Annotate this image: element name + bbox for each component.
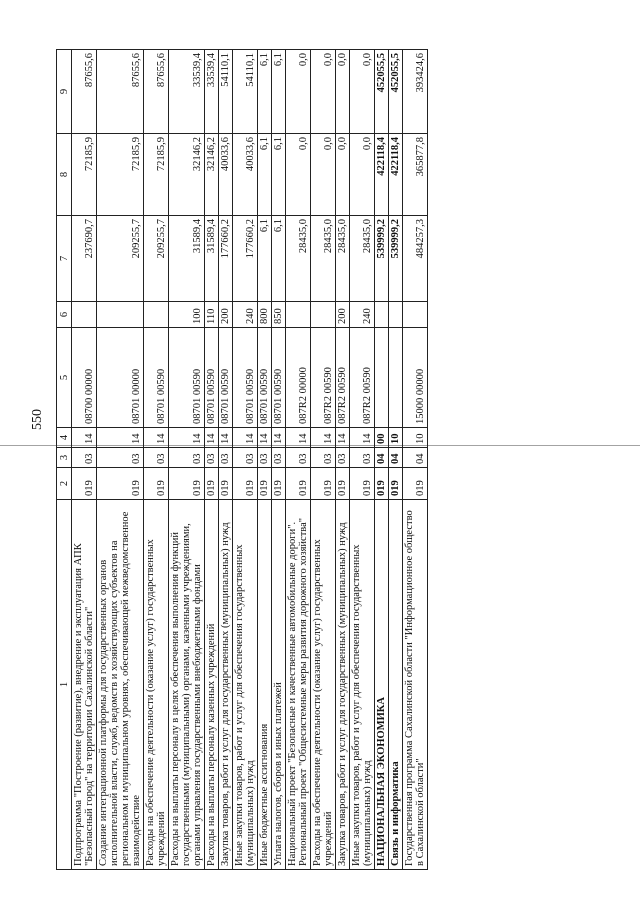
- col-header: 2: [57, 468, 72, 500]
- row-name-cell: Иные закупки товаров, работ и услуг для обеспечения государственных (муниципальных) нужд: [233, 500, 258, 870]
- row-value-cell: 28435,0: [336, 216, 350, 302]
- row-value-cell: 03: [219, 448, 233, 468]
- table-row: [205, 50, 219, 870]
- row-value-cell: 019: [205, 468, 219, 500]
- row-value-cell: 6,1: [272, 134, 286, 216]
- row-value-cell: 087R2 00000: [286, 328, 311, 428]
- row-value-cell: 08701 00590: [219, 328, 233, 428]
- row-value-cell: 54110,1: [233, 50, 258, 134]
- row-value-cell: 019: [219, 468, 233, 500]
- budget-table: [56, 49, 428, 870]
- row-value-cell: 019: [272, 468, 286, 500]
- row-value-cell: 019: [403, 468, 428, 500]
- row-value-cell: 6,1: [258, 216, 272, 302]
- table-row: [286, 50, 311, 870]
- row-value-cell: 393424,6: [403, 50, 428, 134]
- row-value-cell: 019: [97, 468, 144, 500]
- table-row: [272, 50, 286, 870]
- row-value-cell: 087R2 00590: [311, 328, 336, 428]
- row-value-cell: 209255,7: [97, 216, 144, 302]
- row-value-cell: 0,0: [350, 134, 375, 216]
- row-value-cell: 6,1: [272, 50, 286, 134]
- row-value-cell: [375, 328, 389, 428]
- row-value-cell: 14: [219, 428, 233, 448]
- row-value-cell: [389, 302, 403, 328]
- row-value-cell: 14: [336, 428, 350, 448]
- row-value-cell: [403, 302, 428, 328]
- row-value-cell: 72185,9: [72, 134, 97, 216]
- table-row: [144, 50, 169, 870]
- col-header: 4: [57, 428, 72, 448]
- row-value-cell: 31589,4: [169, 216, 205, 302]
- row-value-cell: 539999,2: [389, 216, 403, 302]
- col-header: 5: [57, 328, 72, 428]
- row-value-cell: 04: [389, 448, 403, 468]
- row-value-cell: 28435,0: [311, 216, 336, 302]
- row-value-cell: 209255,7: [144, 216, 169, 302]
- table-row: [375, 50, 389, 870]
- row-value-cell: 03: [311, 448, 336, 468]
- row-value-cell: [144, 302, 169, 328]
- row-value-cell: 10: [403, 428, 428, 448]
- row-name-cell: Расходы на выплаты персоналу казенных учреждений: [205, 500, 219, 870]
- row-name-cell: Подпрограмма "Построение (развитие), внедрение и эксплуатация АПК "Безопасный город" на территории Сахалинской области": [72, 500, 97, 870]
- row-value-cell: 850: [272, 302, 286, 328]
- row-value-cell: 14: [286, 428, 311, 448]
- row-value-cell: 6,1: [258, 50, 272, 134]
- row-value-cell: 33539,4: [169, 50, 205, 134]
- table-row: [336, 50, 350, 870]
- col-header: 7: [57, 216, 72, 302]
- col-header: 1: [57, 500, 72, 870]
- row-value-cell: 019: [350, 468, 375, 500]
- col-header: 9: [57, 50, 72, 134]
- row-value-cell: 14: [205, 428, 219, 448]
- row-value-cell: 14: [169, 428, 205, 448]
- row-value-cell: 40033,6: [219, 134, 233, 216]
- row-value-cell: 422118,4: [389, 134, 403, 216]
- row-value-cell: 6,1: [258, 134, 272, 216]
- row-value-cell: 14: [144, 428, 169, 448]
- row-name-cell: Закупка товаров, работ и услуг для государственных (муниципальных) нужд: [219, 500, 233, 870]
- row-value-cell: 32146,2: [205, 134, 219, 216]
- col-header: 6: [57, 302, 72, 328]
- row-value-cell: 0,0: [286, 50, 311, 134]
- row-value-cell: 40033,6: [233, 134, 258, 216]
- row-name-cell: Иные закупки товаров, работ и услуг для обеспечения государственных (муниципальных) нужд: [350, 500, 375, 870]
- row-value-cell: 019: [286, 468, 311, 500]
- table-row: [219, 50, 233, 870]
- row-value-cell: 54110,1: [219, 50, 233, 134]
- row-value-cell: 15000 00000: [403, 328, 428, 428]
- row-value-cell: [375, 302, 389, 328]
- row-value-cell: 28435,0: [350, 216, 375, 302]
- row-value-cell: [311, 302, 336, 328]
- row-value-cell: 14: [272, 428, 286, 448]
- row-value-cell: 03: [72, 448, 97, 468]
- row-value-cell: 240: [350, 302, 375, 328]
- row-name-cell: Расходы на обеспечение деятельности (оказание услуг) государственных учреждений: [144, 500, 169, 870]
- row-name-cell: Закупка товаров, работ и услуг для государственных (муниципальных) нужд: [336, 500, 350, 870]
- row-value-cell: 08701 00590: [205, 328, 219, 428]
- row-value-cell: 365877,8: [403, 134, 428, 216]
- row-value-cell: [286, 302, 311, 328]
- table-row: [72, 50, 97, 870]
- row-value-cell: 03: [97, 448, 144, 468]
- row-value-cell: 087R2 00590: [350, 328, 375, 428]
- row-value-cell: 6,1: [272, 216, 286, 302]
- row-value-cell: 452055,5: [389, 50, 403, 134]
- row-value-cell: 08701 00000: [97, 328, 144, 428]
- row-value-cell: [389, 328, 403, 428]
- row-value-cell: 484257,3: [403, 216, 428, 302]
- row-value-cell: 28435,0: [286, 216, 311, 302]
- row-name-cell: НАЦИОНАЛЬНАЯ ЭКОНОМИКА: [375, 500, 389, 870]
- row-value-cell: 539999,2: [375, 216, 389, 302]
- row-value-cell: 019: [144, 468, 169, 500]
- table-row: [97, 50, 144, 870]
- row-value-cell: 019: [336, 468, 350, 500]
- row-value-cell: 87655,6: [97, 50, 144, 134]
- row-value-cell: 019: [72, 468, 97, 500]
- row-value-cell: 03: [205, 448, 219, 468]
- row-value-cell: 452055,5: [375, 50, 389, 134]
- row-value-cell: 087R2 00590: [336, 328, 350, 428]
- row-value-cell: 0,0: [311, 134, 336, 216]
- budget-table-sheet: [56, 50, 428, 870]
- row-value-cell: 08701 00590: [169, 328, 205, 428]
- row-value-cell: 110: [205, 302, 219, 328]
- row-value-cell: 14: [233, 428, 258, 448]
- row-value-cell: 31589,4: [205, 216, 219, 302]
- row-value-cell: 04: [403, 448, 428, 468]
- row-value-cell: 87655,6: [72, 50, 97, 134]
- row-value-cell: 019: [233, 468, 258, 500]
- row-value-cell: 14: [350, 428, 375, 448]
- row-value-cell: 03: [286, 448, 311, 468]
- row-value-cell: 019: [169, 468, 205, 500]
- row-value-cell: [72, 302, 97, 328]
- row-value-cell: 10: [389, 428, 403, 448]
- row-value-cell: 08701 00590: [233, 328, 258, 428]
- row-value-cell: 08700 00000: [72, 328, 97, 428]
- table-row: [258, 50, 272, 870]
- row-value-cell: 00: [375, 428, 389, 448]
- row-value-cell: 03: [169, 448, 205, 468]
- row-value-cell: 237690,7: [72, 216, 97, 302]
- row-value-cell: 019: [375, 468, 389, 500]
- row-value-cell: [97, 302, 144, 328]
- row-value-cell: 019: [258, 468, 272, 500]
- row-value-cell: 04: [375, 448, 389, 468]
- row-value-cell: 0,0: [336, 134, 350, 216]
- row-name-cell: Расходы на обеспечение деятельности (оказание услуг) государственных учреждений: [311, 500, 336, 870]
- row-value-cell: 03: [272, 448, 286, 468]
- row-value-cell: 72185,9: [144, 134, 169, 216]
- row-value-cell: 200: [336, 302, 350, 328]
- row-name-cell: Национальный проект "Безопасные и качественные автомобильные дороги". Региональный проект "Общесистемные меры развития дорожного хозяйства": [286, 500, 311, 870]
- row-value-cell: 08701 00590: [272, 328, 286, 428]
- row-name-cell: Иные бюджетные ассигнования: [258, 500, 272, 870]
- row-value-cell: 03: [350, 448, 375, 468]
- row-value-cell: 14: [311, 428, 336, 448]
- row-value-cell: 0,0: [336, 50, 350, 134]
- table-row: [403, 50, 428, 870]
- row-value-cell: 200: [219, 302, 233, 328]
- row-value-cell: 72185,9: [97, 134, 144, 216]
- table-row: [350, 50, 375, 870]
- row-value-cell: 0,0: [311, 50, 336, 134]
- table-row: [169, 50, 205, 870]
- row-name-cell: Расходы на выплаты персоналу в целях обеспечения выполнения функций государственными (муниципальными) органами, казенными учреждениями, органами управления государственными внебюджетными фондами: [169, 500, 205, 870]
- row-value-cell: 32146,2: [169, 134, 205, 216]
- row-name-cell: Связь и информатика: [389, 500, 403, 870]
- row-value-cell: 240: [233, 302, 258, 328]
- table-row: [389, 50, 403, 870]
- page-number: 550: [30, 409, 45, 430]
- row-value-cell: 03: [233, 448, 258, 468]
- row-name-cell: Создание интеграционной платформы для государственных органов исполнительной власти, служб, ведомств и хозяйствующих субъектов на региональном и муниципальном уровнях, обеспечивающей межведомственное взаимодействие: [97, 500, 144, 870]
- column-number-row: [57, 50, 72, 870]
- row-value-cell: 0,0: [350, 50, 375, 134]
- row-value-cell: 0,0: [286, 134, 311, 216]
- row-value-cell: 03: [336, 448, 350, 468]
- row-name-cell: Государственная программа Сахалинской области "Информационное общество в Сахалинской области": [403, 500, 428, 870]
- row-value-cell: 177660,2: [219, 216, 233, 302]
- row-value-cell: 03: [144, 448, 169, 468]
- row-value-cell: 019: [311, 468, 336, 500]
- row-value-cell: 08701 00590: [144, 328, 169, 428]
- row-value-cell: 03: [258, 448, 272, 468]
- col-header: 8: [57, 134, 72, 216]
- table-row: [233, 50, 258, 870]
- row-name-cell: Уплата налогов, сборов и иных платежей: [272, 500, 286, 870]
- col-header: 3: [57, 448, 72, 468]
- row-value-cell: 14: [258, 428, 272, 448]
- row-value-cell: 800: [258, 302, 272, 328]
- row-value-cell: 87655,6: [144, 50, 169, 134]
- row-value-cell: 422118,4: [375, 134, 389, 216]
- table-row: [311, 50, 336, 870]
- row-value-cell: 14: [72, 428, 97, 448]
- row-value-cell: 33539,4: [205, 50, 219, 134]
- row-value-cell: 08701 00590: [258, 328, 272, 428]
- row-value-cell: 100: [169, 302, 205, 328]
- row-value-cell: 14: [97, 428, 144, 448]
- row-value-cell: 019: [389, 468, 403, 500]
- row-value-cell: 177660,2: [233, 216, 258, 302]
